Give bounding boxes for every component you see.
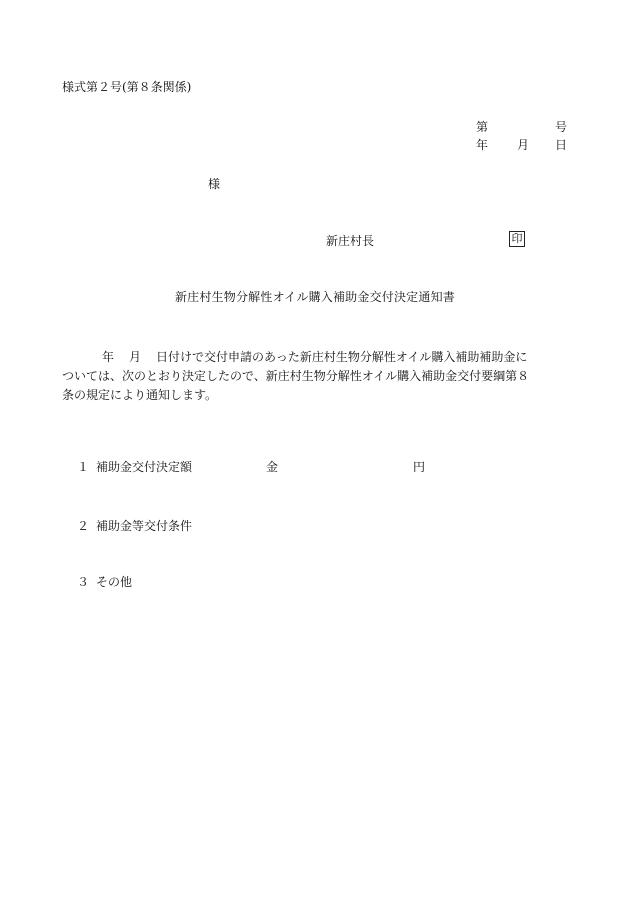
date-day-label: 日 (555, 138, 568, 152)
body-year: 年 (102, 350, 115, 364)
item-1-number: １ (77, 460, 90, 474)
item-1-amount-prefix: 金 (266, 460, 279, 474)
body-paragraph (62, 348, 572, 405)
document-number-prefix: 第 (476, 120, 489, 134)
body-line-1-rest: 日付けで交付申請のあった新庄村生物分解性オイル購入補助補助金に (156, 350, 528, 364)
item-1-amount-unit: 円 (413, 460, 426, 474)
item-3-number: ３ (77, 575, 90, 589)
recipient-honorific: 様 (208, 177, 221, 191)
item-2-number: ２ (77, 519, 90, 533)
seal-mark: 印 (509, 231, 525, 247)
document-title: 新庄村生物分解性オイル購入補助金交付決定通知書 (174, 290, 455, 304)
date-year-label: 年 (476, 138, 489, 152)
item-3-label: その他 (96, 575, 133, 589)
body-line-1 (62, 348, 572, 367)
body-month: 月 (129, 350, 142, 364)
item-1-label: 補助金交付決定額 (96, 460, 193, 474)
sender-title: 新庄村長 (326, 234, 375, 248)
body-line-3: 条の規定により通知します。 (62, 388, 218, 402)
item-2-label: 補助金等交付条件 (96, 519, 193, 533)
date-month-label: 月 (517, 138, 530, 152)
document-number-suffix: 号 (555, 120, 568, 134)
body-line-2: ついては、次のとおり決定したので、新庄村生物分解性オイル購入補助金交付要綱第８ (62, 369, 530, 383)
form-number: 様式第２号(第８条関係) (62, 80, 192, 94)
